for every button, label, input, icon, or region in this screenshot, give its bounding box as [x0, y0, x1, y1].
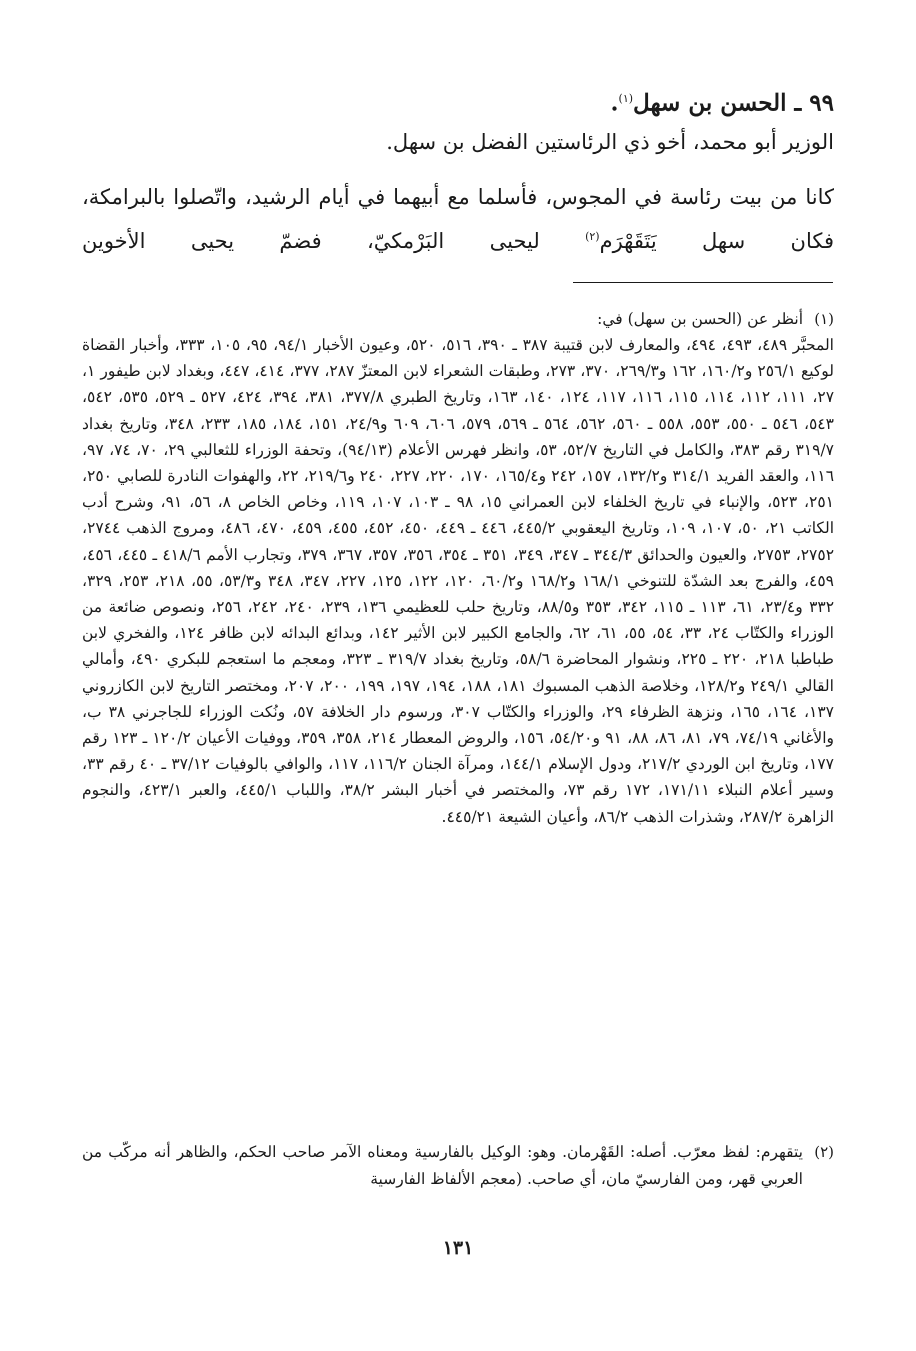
entry-title: ٩٩ ـ الحسن بن سهل — [633, 89, 834, 117]
entry-body — [82, 178, 834, 261]
page-number: ١٣١ — [442, 1237, 474, 1259]
entry-subtitle: الوزير أبو محمد، أخو ذي الرئاستين الفضل بن سهل. — [386, 130, 834, 154]
entry-heading: ٩٩ ـ الحسن بن سهل$^{(١)}$. — [610, 89, 834, 117]
footnote-ref-1: (١) — [618, 92, 634, 105]
footnote-separator — [573, 282, 833, 283]
footnote-1-intro: أنظر عن (الحسن بن سهل) في: — [597, 310, 803, 328]
footnote-2-text: يتقهرم: لفظ معرّب. أصله: القَهْرمان. وهو: الوكيل بالفارسية ومعناه الآمر صاحب الحكم، والظاهر أنه مركّب من العربي قهر، ومن الفارسيّ مان، أي صاحب. (معجم الألفاظ الفارسية — [82, 1143, 803, 1188]
body-text-part1: كانا من بيت رئاسة في المجوس، فأسلما مع أبيهما في أيام الرشيد، واتّصلوا بالبرامكة، فكان سهل يَتَقَهْرَم — [82, 185, 834, 253]
footnote-1-text: المحبَّر ٤٨٩، ٤٩٣، ٤٩٤، والمعارف لابن قتيبة ٣٨٧ ـ ٣٩٠، ٥١٦، ٥٢٠، وعيون الأخبار ٩٤/١، ٩٥، ١٠٥، ٣٣٣، وأخبار القضاة لوكيع ٢٥٦/١ و١٦٠/٢، ١٦٢ و٢٦٩/٣، ٣٧٠، ٢٧٣، وطبقات الشعراء لابن المعتزّ ٢٨٧، ٣٧٧، ٤١٤، ٤٤٧، وبغداد لابن طيفور ١، ٢٧، ١١١، ١١٢، ١١٤، ١١٥، ١١٦، ١١٧، ١٢٤، ١٤٠، ١٦٣، وتاريخ الطبري ٣٧٧/٨، ٣٨١، ٣٩٤، ٤٢٤، ٥٢٧ ـ ٥٢٩، ٥٣٥، ٥٤٢، ٥٤٣، ٥٤٦ ـ ٥٥٠، ٥٥٣، ٥٥٨ ـ ٥٦٠، ٥٦٢، ٥٦٤ ـ ٥٦٩، ٥٧٩، ٦٠٦، ٦٠٩ و٢٤/٩، ١٥١، ١٨٤، ١٨٥، ٢٣٣، ٣٤٨، وتاريخ بغداد ٣١٩/٧ رقم ٣٨٣، والكامل في التاريخ ٥٢/٧، ٥٣، وانظر فهرس الأعلام (٩٤/١٣)، وتحفة الوزراء للثعالبي ٢٩، ٧٠، ٧٤، ٩٧، ١١٦، والعقد الفريد ٣١٤/١ و١٣٢/٢، ١٥٧، ٢٤٢ و١٦٥/٤، ١٧٠، ٢٢٠، ٢٢٧، ٢٤٠ و٢١٩/٦، ٢٢، والهفوات النادرة للصابي ٢٥٠، ٢٥١، ٥٢٣، والإنباء في تاريخ الخلفاء لابن العمراني ١٥، ٩٨ ـ ١٠٣، ١٠٧، ١١٩، وخاص الخاص ٨، ٥٦، ٩١، وشرح أدب الكاتب ٢١، ٥٠، ١٠٧، ١٠٩، وتاريخ اليعقوبي ٤٤٥/٢، ٤٤٦ ـ ٤٤٩، ٤٥٠، ٤٥٢، ٤٥٥، ٤٥٩، ٤٧٠، ٤٨٦، ومروج الذهب ٢٧٤٤، ٢٧٥٢، ٢٧٥٣، والعيون والحدائق ٣٤٤/٣ ـ ٣٤٧، ٣٤٩، ٣٥١ ـ ٣٥٤، ٣٥٦، ٣٥٧، ٣٦٧، ٣٧٩، وتجارب الأمم ٤١٨/٦ ـ ٤٤٥، ٤٥٦، ٤٥٩، والفرج بعد الشدّة للتنوخي ١٦٨/١ و١٦٨/٢ و٦٠/٢، ١٢٠، ١٢٢، ١٢٥، ٢٢٧، ٣٤٧، ٣٤٨ و٥٣/٣، ٥٥، ٢١٨، ٢٥٣، ٣٢٩، ٣٣٢ و٢٣/٤، ٦١، ١١٣ ـ ١١٥، ٣٤٢، ٣٥٣ و٨٨/٥، وتاريخ حلب للعظيمي ١٣٦، ٢٣٩، ٢٤٠، ٢٤٢، ٢٥٦، ونصوص ضائعة من الوزراء والكتّاب ٢٤، ٣٣، ٥٤، ٥٥، ٦١، ٦٢، والجامع الكبير لابن الأثير ١٤٢، وبدائع البدائه لابن ظافر ١٢٤، والفخري لابن طباطبا ٢١٨، ٢٢٠ ـ ٢٢٥، ونشوار المحاضرة ٥٨/٦، وتاريخ بغداد ٣١٩/٧ ـ ٣٢٣، ومعجم ما استعجم للبكري ٤٩٠، وأمالي القالي ٢٤٩/١ و١٢٨/٢، وخلاصة الذهب المسبوك ١٨١، ١٨٨، ١٩٤، ١٩٧، ١٩٩، ٢٠٠، ٢٠٧، ومختصر التاريخ لابن الكازروني ١٣٧، ١٦٤، ١٦٥، ونزهة الظرفاء ٢٩، والوزراء والكتّاب ٣٠٧، ورسوم دار الخلافة ٥٧، ونُكت الوزراء للجاجرني ٣٨ ب، والأغاني ٧٤/١٩، ٧٩، ٨١، ٨٦، ٨٨، ٩١ و٥٤/٢٠، ١٥٦، والروض المعطار ٢١٤، ٣٥٨، ٣٥٩، ووفيات الأعيان ١٢٠/٢ ـ ١٢٣ رقم ١٧٧، وتاريخ ابن الوردي ٢١٧/٢، ودول الإسلام ١٤٤/١، ومرآة الجنان ١١٦/٢، ١١٧، والوافي بالوفيات ٣٧/١٢ ـ ٤٠ رقم ٣٣، وسير أعلام النبلاء ١٧١/١١، ١٧٢ رقم ٧٣، والمختصر في أخبار البشر ٣٨/٢، واللباب ٤٤٥/١، والعبر ٤٢٣/١، والنجوم الزاهرة ٢٨٧/٢، وشذرات الذهب ٨٦/٢، وأعيان الشيعة ٤٤٥/٢١. — [82, 336, 835, 826]
footnote-ref-2: (٢) — [585, 230, 600, 243]
body-text-part2: ليحيى البَرْمكيّ، فضمّ يحيى الأخوين — [82, 229, 586, 253]
footnote-2-number: (٢) — [814, 1143, 834, 1161]
footnote-1-number: (١) — [814, 310, 834, 328]
